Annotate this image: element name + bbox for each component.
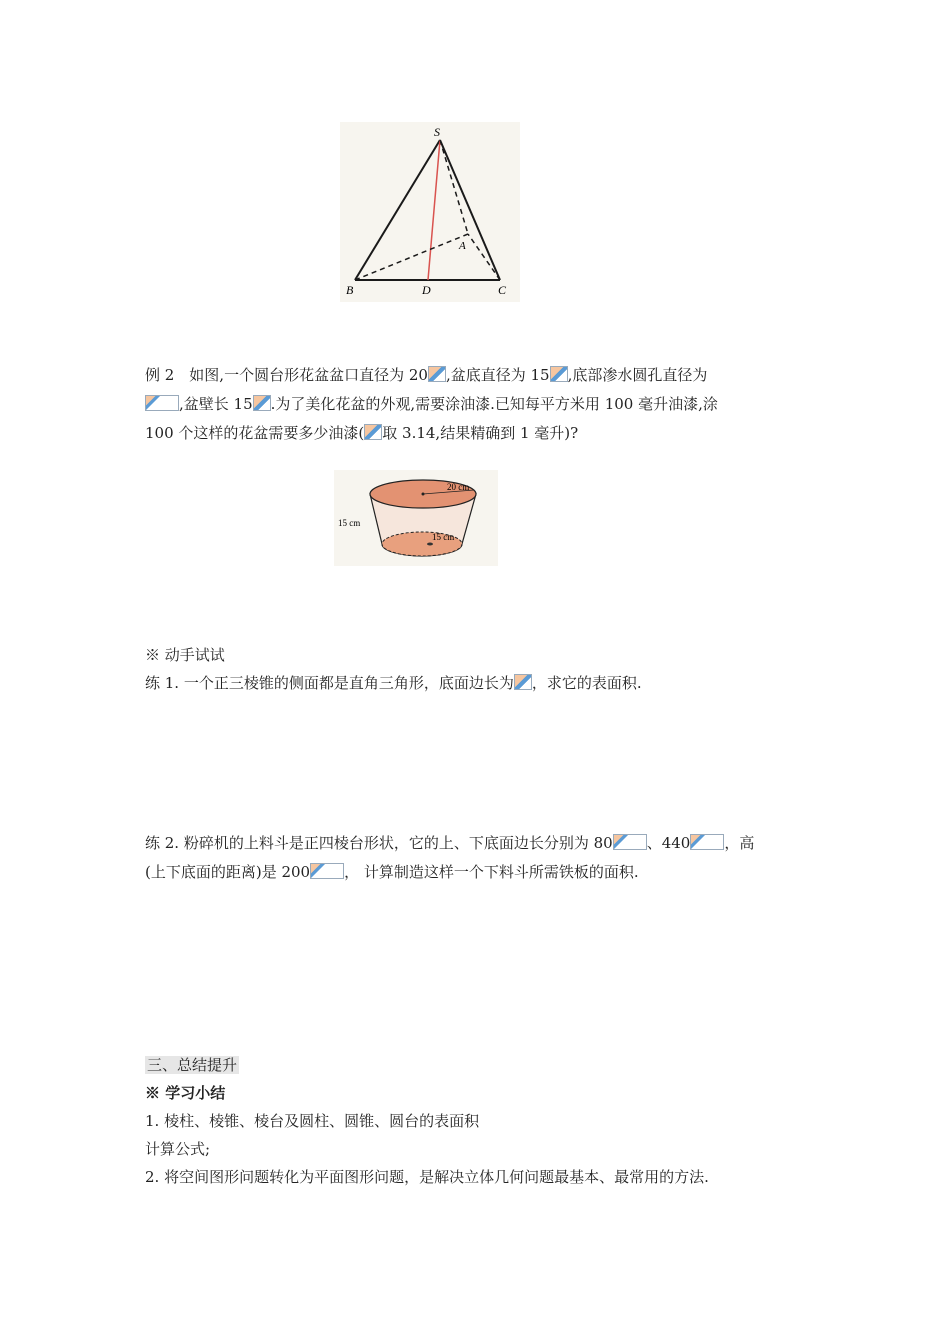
drain-hole	[427, 543, 433, 546]
unit-image-icon	[253, 395, 271, 411]
example2-line1: 例 2 如图,一个圆台形花盆盆口直径为 20 ,盆底直径为 15 ,底部渗水圆孔直径为	[145, 366, 708, 384]
section-try-heading: ※ 动手试试	[145, 646, 225, 664]
summary-formula: 计算公式;	[145, 1140, 211, 1158]
section3-heading: 三、总结提升	[147, 1056, 238, 1074]
summary-title: ※ 学习小结	[145, 1084, 226, 1102]
side-length-image-icon	[514, 674, 532, 690]
example2-line2: ,盆壁长 15 .为了美化花盆的外观,需要涂油漆.已知每平方米用 100 毫升油漆,涂	[145, 393, 718, 415]
top-diameter-label: 20 cm	[447, 482, 470, 492]
bottom-diameter-label: 15 cm	[432, 532, 455, 542]
practice1: 练 1. 一个正三棱锥的侧面都是直角三角形，底面边长为 ，求它的表面积.	[145, 674, 642, 692]
top-center	[422, 493, 425, 496]
label-d: D	[422, 283, 431, 297]
example2-line3: 100 个这样的花盆需要多少油漆( 取 3.14,结果精确到 1 毫升)?	[145, 424, 579, 442]
label-s: S	[434, 125, 440, 139]
unit-image-icon	[550, 366, 568, 382]
practice2-line1: 练 2. 粉碎机的上料斗是正四棱台形状，它的上、下底面边长分别为 80 、440 ，高	[145, 834, 755, 852]
unit-image-icon	[613, 834, 647, 850]
unit-image-icon	[690, 834, 724, 850]
summary-item-2: 2. 将空间图形问题转化为平面图形问题，是解决立体几何问题最基本、最常用的方法.	[145, 1168, 709, 1186]
formula-image-icon	[145, 395, 179, 411]
label-c: C	[498, 283, 507, 297]
flowerpot-figure	[334, 470, 498, 566]
label-b: B	[346, 283, 354, 297]
practice2-line2: (上下底面的距离)是 200 ， 计算制造这样一个下料斗所需铁板的面积.	[145, 863, 639, 881]
pyramid-figure	[340, 122, 520, 302]
pi-image-icon	[364, 424, 382, 440]
label-a: A	[459, 240, 466, 252]
side-length-label: 15 cm	[338, 518, 361, 528]
summary-item-1: 1. 棱柱、棱锥、棱台及圆柱、圆锥、圆台的表面积	[145, 1112, 480, 1130]
unit-image-icon	[428, 366, 446, 382]
unit-image-icon	[310, 863, 344, 879]
